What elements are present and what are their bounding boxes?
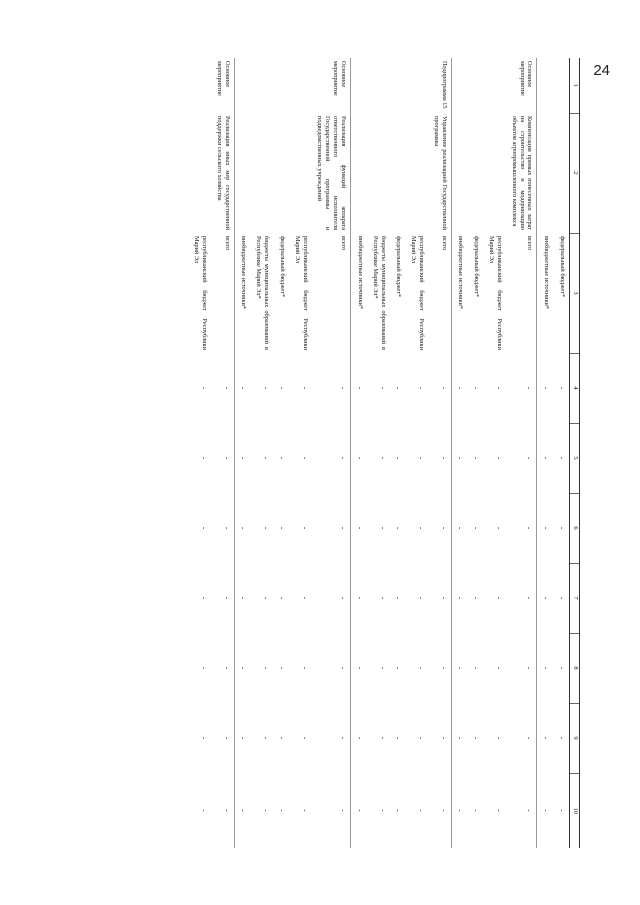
funding-source-cell: бюджеты муниципальных образований в Республике Марий Эл*: [371, 236, 387, 350]
value-cell: -: [558, 666, 566, 670]
value-cell: -: [300, 386, 309, 390]
value-cell: -: [262, 809, 271, 812]
table-row: [289, 58, 312, 848]
value-cell: -: [211, 633, 234, 703]
value-cell: -: [262, 666, 271, 670]
value-cell: -: [277, 809, 286, 812]
funding-source-cell: бюджеты муниципальных образований в Республике Марий Эл*: [255, 236, 271, 350]
col-header-9: 9: [570, 703, 580, 773]
event-type-cell: Основное мероприятие: [506, 58, 537, 113]
value-cell: -: [456, 809, 465, 812]
value-cell: -: [506, 703, 537, 773]
value-cell: -: [355, 666, 364, 670]
value-cell: -: [239, 386, 248, 390]
value-cell: -: [494, 596, 503, 600]
event-type-cell: [289, 58, 312, 113]
value-cell: -: [472, 736, 481, 740]
value-cell: -: [416, 809, 425, 812]
event-name-cell: [273, 113, 289, 233]
value-cell: -: [378, 526, 387, 530]
value-cell: -: [542, 666, 551, 670]
value-cell: -: [211, 423, 234, 493]
value-cell: -: [211, 703, 234, 773]
event-type-cell: [234, 58, 250, 113]
funding-source-cell: всего: [211, 233, 234, 353]
event-name-cell: [405, 113, 428, 233]
value-cell: -: [262, 526, 271, 530]
value-cell: -: [262, 736, 271, 740]
value-cell: -: [239, 809, 248, 812]
event-type-cell: [273, 58, 289, 113]
table-row: [506, 58, 537, 848]
value-cell: -: [542, 456, 551, 460]
col-header-8: 8: [570, 633, 580, 703]
table-row: [351, 58, 367, 848]
value-cell: -: [355, 596, 364, 600]
value-cell: -: [558, 809, 566, 812]
value-cell: -: [312, 563, 351, 633]
budget-table: [188, 58, 580, 848]
value-cell: -: [416, 456, 425, 460]
value-cell: -: [428, 493, 451, 563]
funding-source-cell: федеральный бюджет*: [559, 236, 566, 298]
event-type-cell: [537, 58, 553, 113]
value-cell: -: [472, 456, 481, 460]
value-cell: -: [300, 666, 309, 670]
funding-source-cell: республиканский бюджет Республики Марий Эл: [193, 236, 208, 350]
table-row: [537, 58, 553, 848]
event-name-cell: [451, 113, 467, 233]
value-cell: -: [456, 596, 465, 600]
value-cell: -: [542, 386, 551, 390]
value-cell: -: [494, 809, 503, 812]
value-cell: -: [428, 703, 451, 773]
funding-source-cell: всего: [428, 233, 451, 353]
value-cell: -: [199, 596, 208, 600]
value-cell: -: [394, 526, 403, 530]
value-cell: -: [277, 456, 286, 460]
value-cell: -: [506, 423, 537, 493]
event-type-cell: Основное мероприятие: [312, 58, 351, 113]
table-row: [451, 58, 467, 848]
value-cell: -: [211, 773, 234, 848]
event-type-cell: [250, 58, 273, 113]
value-cell: -: [262, 386, 271, 390]
value-cell: -: [506, 633, 537, 703]
value-cell: -: [277, 666, 286, 670]
value-cell: -: [506, 773, 537, 848]
value-cell: -: [211, 493, 234, 563]
value-cell: -: [312, 703, 351, 773]
value-cell: -: [199, 809, 208, 812]
table-row: [250, 58, 273, 848]
value-cell: -: [300, 526, 309, 530]
funding-source-cell: федеральный бюджет*: [473, 236, 481, 298]
value-cell: -: [428, 633, 451, 703]
table-row: [405, 58, 428, 848]
col-header-4: 4: [570, 353, 580, 423]
col-header-10: 10: [570, 773, 580, 848]
value-cell: -: [355, 809, 364, 812]
table-row: [367, 58, 390, 848]
value-cell: -: [355, 736, 364, 740]
event-name-cell: [250, 113, 273, 233]
value-cell: -: [428, 353, 451, 423]
value-cell: -: [558, 596, 566, 600]
event-type-cell: [467, 58, 483, 113]
value-cell: -: [494, 386, 503, 390]
value-cell: -: [239, 736, 248, 740]
value-cell: -: [312, 353, 351, 423]
funding-source-cell: внебюджетные источники*: [543, 236, 551, 310]
value-cell: -: [312, 773, 351, 848]
value-cell: -: [416, 526, 425, 530]
value-cell: -: [456, 386, 465, 390]
value-cell: -: [472, 596, 481, 600]
value-cell: -: [416, 596, 425, 600]
value-cell: -: [199, 386, 208, 390]
value-cell: -: [300, 809, 309, 812]
value-cell: -: [558, 456, 566, 460]
event-name-cell: Управление реализацией Государственной программы: [428, 113, 451, 233]
rotated-table-container: [105, 58, 580, 848]
value-cell: -: [312, 633, 351, 703]
value-cell: -: [300, 736, 309, 740]
value-cell: -: [199, 456, 208, 460]
value-cell: -: [558, 526, 566, 530]
value-cell: -: [355, 386, 364, 390]
event-name-cell: Компенсация прямых понесенных затрат на строительство и модернизацию объектов агропромышленного комплекса: [506, 113, 537, 233]
value-cell: -: [472, 809, 481, 812]
value-cell: -: [300, 596, 309, 600]
value-cell: -: [506, 493, 537, 563]
value-cell: -: [262, 596, 271, 600]
value-cell: -: [312, 423, 351, 493]
funding-source-cell: внебюджетные источники*: [356, 236, 364, 310]
table-row: [234, 58, 250, 848]
value-cell: -: [416, 386, 425, 390]
value-cell: -: [506, 563, 537, 633]
funding-source-cell: всего: [506, 233, 537, 353]
event-type-cell: Подпрограмма 15: [428, 58, 451, 113]
funding-source-cell: всего: [312, 233, 351, 353]
event-name-cell: [234, 113, 250, 233]
col-header-6: 6: [570, 493, 580, 563]
table-row: [188, 58, 211, 848]
event-type-cell: [405, 58, 428, 113]
value-cell: -: [300, 456, 309, 460]
value-cell: -: [199, 526, 208, 530]
funding-source-cell: внебюджетные источники*: [457, 236, 465, 310]
value-cell: -: [456, 666, 465, 670]
value-cell: -: [239, 456, 248, 460]
value-cell: -: [558, 386, 566, 390]
table-row: [211, 58, 234, 848]
value-cell: -: [416, 736, 425, 740]
value-cell: -: [394, 666, 403, 670]
value-cell: -: [472, 386, 481, 390]
value-cell: -: [558, 736, 566, 740]
event-name-cell: Реализация функций аппарата ответственного исполнителя Государственной программы и подведомственных учреждений: [312, 113, 351, 233]
value-cell: -: [239, 526, 248, 530]
event-name-cell: [188, 113, 211, 233]
col-header-5: 5: [570, 423, 580, 493]
value-cell: -: [472, 666, 481, 670]
event-type-cell: Основное мероприятие: [211, 58, 234, 113]
value-cell: -: [394, 456, 403, 460]
value-cell: -: [199, 666, 208, 670]
event-name-cell: [483, 113, 506, 233]
table-row: [483, 58, 506, 848]
table-row: [390, 58, 406, 848]
event-name-cell: [467, 113, 483, 233]
value-cell: -: [378, 386, 387, 390]
value-cell: -: [378, 809, 387, 812]
event-name-cell: [351, 113, 367, 233]
event-name-cell: Реализация иных мер государственной поддержки сельского хозяйства: [211, 113, 234, 233]
event-type-cell: [451, 58, 467, 113]
value-cell: -: [277, 736, 286, 740]
value-cell: -: [239, 666, 248, 670]
value-cell: -: [199, 736, 208, 740]
col-header-1: 1: [570, 58, 580, 113]
table-row: [273, 58, 289, 848]
event-type-cell: [351, 58, 367, 113]
value-cell: -: [494, 666, 503, 670]
value-cell: -: [355, 526, 364, 530]
value-cell: -: [378, 596, 387, 600]
value-cell: -: [211, 563, 234, 633]
value-cell: -: [378, 666, 387, 670]
event-type-cell: [483, 58, 506, 113]
page-number: 24: [593, 62, 610, 79]
table-row: [312, 58, 351, 848]
event-name-cell: [553, 113, 569, 233]
value-cell: -: [277, 386, 286, 390]
value-cell: -: [355, 456, 364, 460]
value-cell: -: [277, 596, 286, 600]
event-type-cell: [367, 58, 390, 113]
table-row: [467, 58, 483, 848]
column-number-row: [570, 58, 580, 848]
value-cell: -: [456, 736, 465, 740]
value-cell: -: [378, 456, 387, 460]
col-header-7: 7: [570, 563, 580, 633]
value-cell: -: [211, 353, 234, 423]
value-cell: -: [428, 423, 451, 493]
funding-source-cell: республиканский бюджет Республики Марий Эл: [293, 236, 309, 350]
value-cell: -: [494, 526, 503, 530]
value-cell: -: [394, 736, 403, 740]
value-cell: -: [456, 456, 465, 460]
funding-source-cell: федеральный бюджет*: [278, 236, 286, 298]
funding-source-cell: внебюджетные источники*: [240, 236, 248, 310]
table-body: [188, 58, 569, 848]
value-cell: -: [378, 736, 387, 740]
value-cell: -: [312, 493, 351, 563]
event-name-cell: [390, 113, 406, 233]
value-cell: -: [428, 563, 451, 633]
value-cell: -: [416, 666, 425, 670]
funding-source-cell: республиканский бюджет Республики Марий Эл: [488, 236, 503, 350]
value-cell: -: [472, 526, 481, 530]
value-cell: -: [394, 386, 403, 390]
value-cell: -: [277, 526, 286, 530]
event-name-cell: [367, 113, 390, 233]
funding-source-cell: федеральный бюджет*: [395, 236, 403, 298]
funding-source-cell: республиканский бюджет Республики Марий Эл: [410, 236, 425, 350]
col-header-3: 3: [570, 233, 580, 353]
value-cell: -: [239, 596, 248, 600]
event-type-cell: [390, 58, 406, 113]
value-cell: -: [494, 736, 503, 740]
value-cell: -: [542, 596, 551, 600]
table-row: [428, 58, 451, 848]
value-cell: -: [428, 773, 451, 848]
value-cell: -: [542, 736, 551, 740]
value-cell: -: [262, 456, 271, 460]
value-cell: -: [456, 526, 465, 530]
value-cell: -: [542, 526, 551, 530]
col-header-2: 2: [570, 113, 580, 233]
value-cell: -: [494, 456, 503, 460]
value-cell: -: [394, 596, 403, 600]
value-cell: -: [394, 809, 403, 812]
table-row: [553, 58, 569, 848]
event-type-cell: [188, 58, 211, 113]
event-name-cell: [289, 113, 312, 233]
value-cell: -: [506, 353, 537, 423]
event-type-cell: [553, 58, 569, 113]
value-cell: -: [542, 809, 551, 812]
event-name-cell: [537, 113, 553, 233]
